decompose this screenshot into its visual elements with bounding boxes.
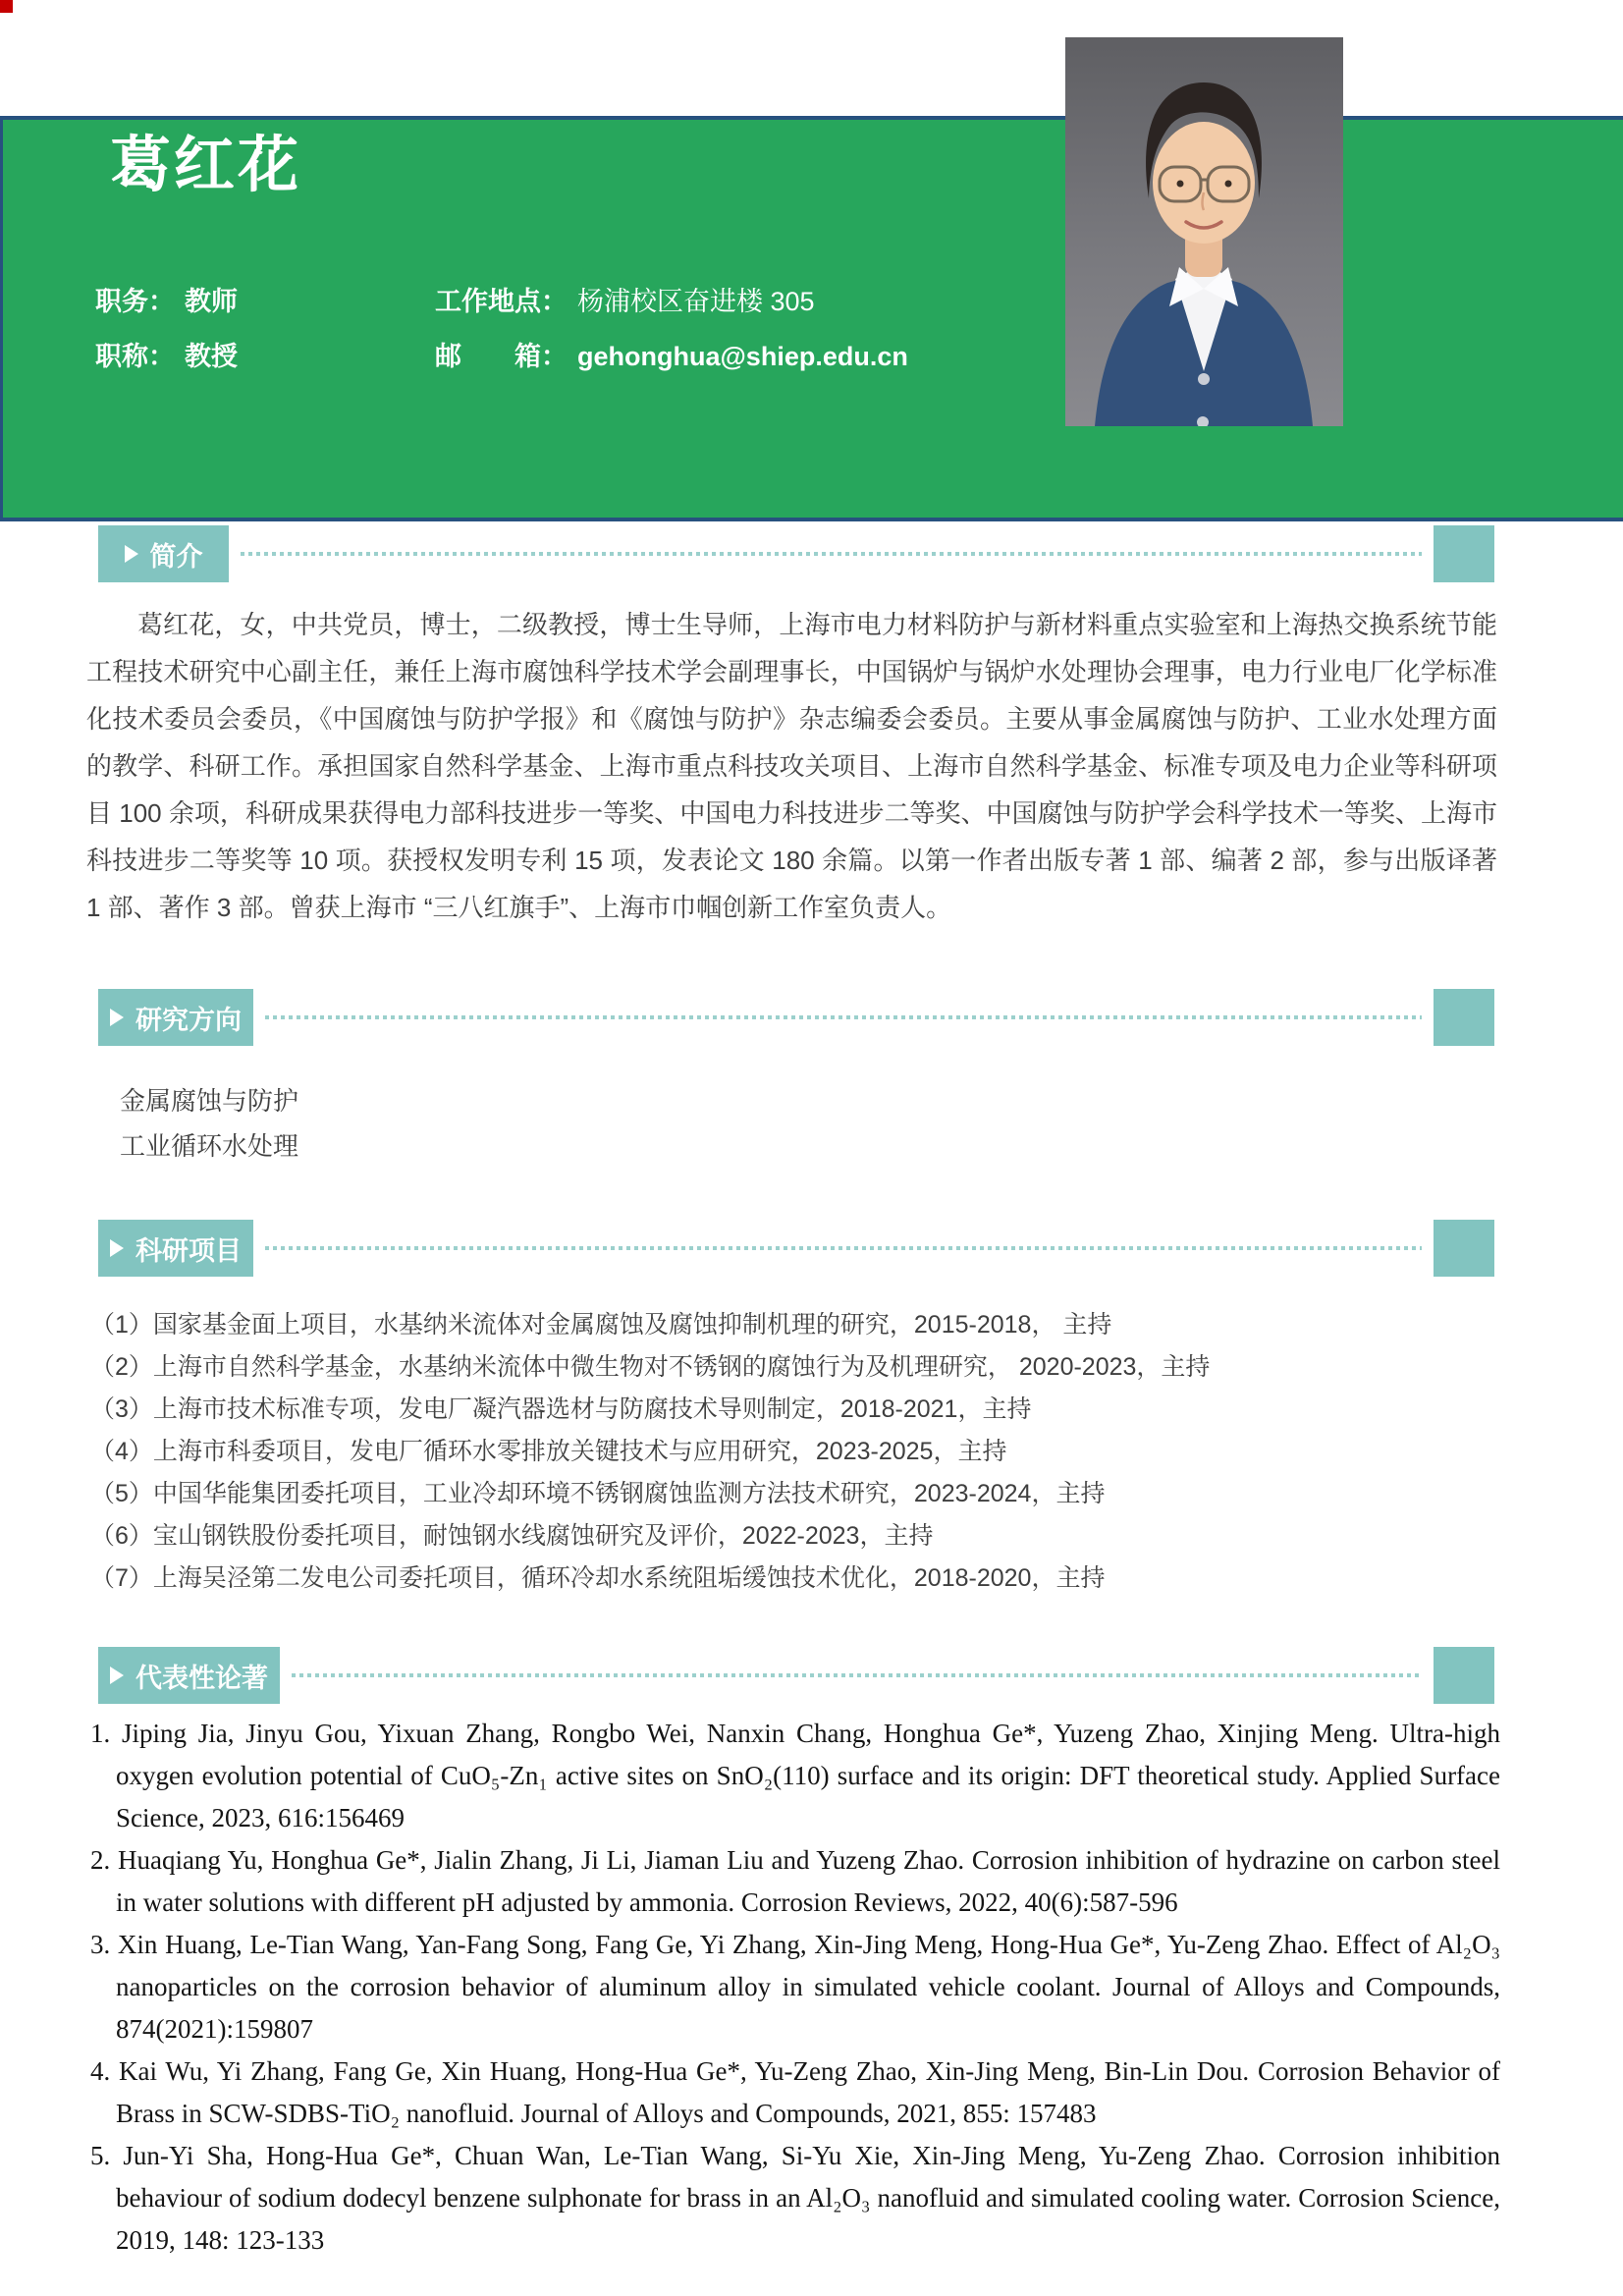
research-title: 研究方向 [135,1005,242,1035]
intro-title: 简介 [149,541,203,572]
profile-photo [1065,37,1343,426]
research-directions-list [120,1078,298,1169]
project-item: （1）国家基金面上项目，水基纳米流体对金属腐蚀及腐蚀抑制机理的研究，2015-2018， 主持 [90,1311,1112,1339]
intro-title-box [98,525,229,582]
dotted-divider [265,1015,1422,1019]
field-title [95,340,238,373]
publications-list [90,1713,1500,2262]
divider-end-square [1434,525,1494,582]
triangle-icon [110,1009,124,1026]
divider-end-square [1434,1647,1494,1704]
research-direction-item: 工业循环水处理 [120,1131,299,1161]
email-label: 邮 箱： [435,342,568,371]
corner-accent-square [0,0,13,13]
projects-title-box [98,1220,253,1277]
dotted-divider [292,1673,1422,1677]
intro-paragraph: 葛红花，女，中共党员，博士，二级教授，博士生导师，上海市电力材料防护与新材料重点实验室和上海热交换系统节能工程技术研究中心副主任，兼任上海市腐蚀科学技术学会副理事长，中国锅炉与锅炉水处理协会理事，电力行业电厂化学标准化技术委员会委员，《中国腐蚀与防护学报》和《腐蚀与防护》杂志编委会委员。主要从事金属腐蚀与防护、工业水处理方面的教学、科研工作。承担国家自然科学基金、上海市重点科技攻关项目、上海市自然科学基金、标准专项及电力企业等科研项目 100 余项，科研成果获得电力部科技进步一等奖、中国电力科技进步二等奖、中国腐蚀与防护学会科学技术一等奖、上海市科技进步二等奖等 10 项。获授权发明专利 15 项，发表论文 180 余篇。以第一作者出版专著 1 部、编著 2 部，参与出版译著 1 部、著作 3 部。曾获上海市 “三八红旗手”、上海市巾帼创新工作室负责人。 [86,610,1497,922]
divider-end-square [1434,989,1494,1046]
title-label: 职称： [95,342,175,371]
publications-title: 代表性论著 [135,1663,268,1693]
project-item: （2）上海市自然科学基金，水基纳米流体中微生物对不锈钢的腐蚀行为及机理研究， 2020-2023，主持 [90,1353,1211,1381]
triangle-icon [110,1239,124,1257]
project-item: （3）上海市技术标准专项，发电厂凝汽器选材与防腐技术导则制定，2018-2021，主持 [90,1395,1032,1423]
title-value: 教授 [185,342,238,371]
project-item: （7）上海吴泾第二发电公司委托项目，循环冷却水系统阻垢缓蚀技术优化，2018-2020，主持 [90,1564,1106,1592]
position-label: 职务： [95,287,175,316]
faculty-name: 葛红花 [110,132,302,199]
section-header-intro [98,525,1494,582]
triangle-icon [110,1667,124,1684]
location-label: 工作地点： [435,287,568,316]
publication-item: 1. Jiping Jia, Jinyu Gou, Yixuan Zhang, Rongbo Wei, Nanxin Chang, Honghua Ge*, Yuzeng Zhao, Xinjing Meng. Ultra-high oxygen evolution potential of CuO₅-Zn₁ active sites on SnO₂(110) surface and its origin: DFT theoretical study. Applied Surface Science, 2023, 616:156469 [90,1719,1500,1832]
research-title-box [98,989,253,1046]
field-position [95,285,238,318]
location-value: 杨浦校区奋进楼 305 [577,287,815,316]
section-header-projects [98,1220,1494,1277]
field-email [435,340,908,373]
section-header-publications [98,1647,1494,1704]
projects-list [90,1304,1504,1600]
divider-end-square [1434,1220,1494,1277]
research-direction-item: 金属腐蚀与防护 [120,1086,299,1116]
dotted-divider [241,552,1422,556]
projects-title: 科研项目 [135,1235,242,1266]
publication-item: 4. Kai Wu, Yi Zhang, Fang Ge, Xin Huang, Hong-Hua Ge*, Yu-Zeng Zhao, Xin-Jing Meng, Bin-Lin Dou. Corrosion Behavior of Brass in SCW-SDBS-TiO₂ nanofluid. Journal of Alloys and Compounds, 2021, 855: 157483 [90,2056,1500,2128]
profile-photo-placeholder [1065,37,1343,426]
publications-title-box [98,1647,280,1704]
position-value: 教师 [185,287,238,316]
section-header-research [98,989,1494,1046]
field-location [435,285,815,318]
publication-item: 3. Xin Huang, Le-Tian Wang, Yan-Fang Song, Fang Ge, Yi Zhang, Xin-Jing Meng, Hong-Hua Ge*, Yu-Zeng Zhao. Effect of Al₂O₃ nanoparticles on the corrosion behavior of aluminum alloy in simulated vehicle coolant. Journal of Alloys and Compounds, 874(2021):159807 [90,1930,1500,2044]
project-item: （5）中国华能集团委托项目，工业冷却环境不锈钢腐蚀监测方法技术研究，2023-2024，主持 [90,1480,1106,1507]
triangle-icon [125,545,138,563]
project-item: （4）上海市科委项目，发电厂循环水零排放关键技术与应用研究，2023-2025，主持 [90,1438,1007,1465]
dotted-divider [265,1246,1422,1250]
publication-item: 5. Jun-Yi Sha, Hong-Hua Ge*, Chuan Wan, Le-Tian Wang, Si-Yu Xie, Xin-Jing Meng, Yu-Zeng Zhao. Corrosion inhibition behaviour of sodium dodecyl benzene sulphonate for brass in an Al₂O₃ nanofluid and simulated cooling water. Corrosion Science, 2019, 148: 123-133 [90,2141,1500,2255]
publication-item: 2. Huaqiang Yu, Honghua Ge*, Jialin Zhang, Ji Li, Jiaman Liu and Yuzeng Zhao. Corrosion inhibition of hydrazine on carbon steel in water solutions with different pH adjusted by ammonia. Corrosion Reviews, 2022, 40(6):587-596 [90,1845,1500,1917]
project-item: （6）宝山钢铁股份委托项目，耐蚀钢水线腐蚀研究及评价，2022-2023，主持 [90,1522,934,1550]
email-value: gehonghua@shiep.edu.cn [577,342,908,371]
